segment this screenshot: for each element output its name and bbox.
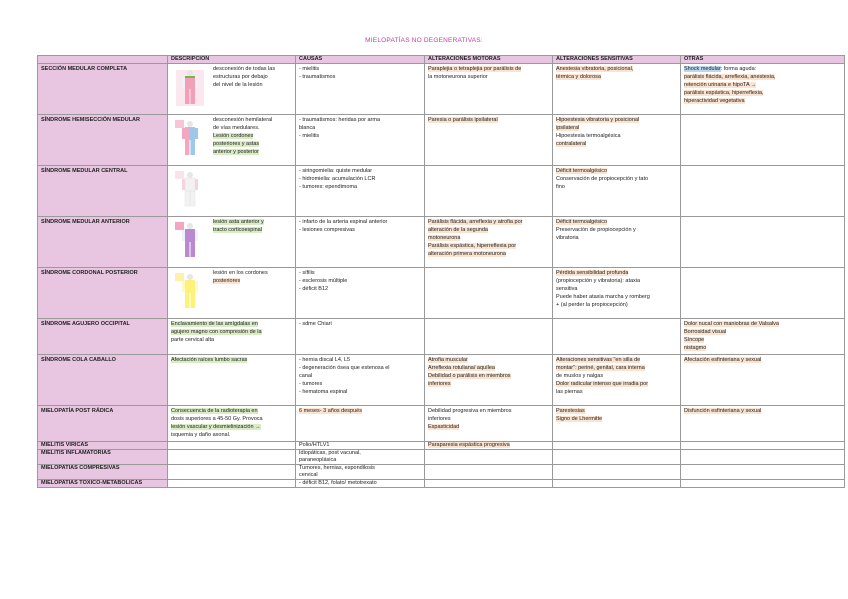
cell-sensitivas: Déficit termoalgésico Conservación de propiocepción y tato fino [553,166,681,217]
row-name: MIELOPATÍAS COMPRESIVAS [38,465,168,480]
cell-motoras: Parálisis flácida, arreflexia y atrofia por alteración de la segunda motoneurona Parálisis espástica, hiperreflexia por alteración primera motoneurona [425,217,553,268]
table-row [38,268,845,319]
body-figure-icon [171,167,209,211]
cell-otras [681,465,845,480]
cell-motoras [425,465,553,480]
cell-sensitivas: Alteraciones sensitivas "en silla de montar": periné, genital, cara interna de muslos y nalgas Dolor radicular intenso que irradia por las piernas [553,355,681,406]
cell-motoras: Paraparesia espástica progresiva [425,442,553,450]
cell-causas: - siringomielia: quiste medular - hidromielia: acumulación LCR - tumores: ependimoma [296,166,425,217]
cell-causas: - sdme Chiari [296,319,425,355]
cell-causas: Idiopáticas, post vacunal, paraneoplásica [296,450,425,465]
row-name: MIELITIS VÍRICAS [38,442,168,450]
cell-sensitivas: Parestesias Signo de Lhermitte [553,406,681,442]
cell-descripcion: lesión asta anterior y tracto corticoespinal [168,217,296,268]
cell-descripcion: lesión en los cordones posteriores [168,268,296,319]
cell-motoras: Atrofia muscular Arreflexia rotuliana/ aquílea Debilidad o parálisis en miembros inferiores [425,355,553,406]
cell-motoras [425,166,553,217]
cell-causas: - infarto de la arteria espinal anterior - lesiones compresivas [296,217,425,268]
cell-otras: Disfunción esfinteriana y sexual [681,406,845,442]
table-row [38,406,845,442]
mielopatias-table [37,55,845,488]
row-name: SÍNDROME HEMISECCIÓN MEDULAR [38,115,168,166]
cell-otras: Shock medular: forma aguda: parálisis flácida, arreflexia, anestesia, retención urinaria e hipoTA → parálisis espástica, hiperreflexia, hiperactividad vegetativa [681,64,845,115]
cell-motoras: Paraplejia o tetraplejia por parálisis de la motoneurona superior [425,64,553,115]
header-sensitivas: ALTERACIONES SENSITIVAS [553,56,681,64]
row-name: MIELOPATÍA POST RÁDICA [38,406,168,442]
body-figure-icon [171,218,209,262]
cell-causas: - hernia discal L4, L5 - degeneración ósea que estenosa el canal - tumores - hematoma espinal [296,355,425,406]
body-figure-icon [171,269,209,313]
header-row [38,56,845,64]
header-motoras: ALTERACIONES MOTORAS [425,56,553,64]
cell-otras [681,480,845,488]
cell-descripcion [168,442,296,450]
body-figure-icon [171,116,209,160]
cell-otras [681,166,845,217]
header-descripcion: DESCRIPCIÓN [168,56,296,64]
cell-motoras [425,319,553,355]
cell-motoras [425,450,553,465]
cell-otras [681,442,845,450]
cell-sensitivas [553,442,681,450]
cell-otras [681,115,845,166]
cell-causas: 6 meses- 3 años después [296,406,425,442]
cell-causas: - déficit B12, folato/ metotrexato [296,480,425,488]
cell-sensitivas [553,450,681,465]
cell-sensitivas: Déficit termoalgésico Preservación de propiocepción y vibratoria [553,217,681,268]
table-row [38,465,845,480]
cell-sensitivas: Hipoestesia vibratoria y posicional ipsilateral Hipoestesia termoalgésica contralateral [553,115,681,166]
row-name: MIELITIS INFLAMATORIAS [38,450,168,465]
table-row [38,450,845,465]
cell-descripcion [168,480,296,488]
cell-causas: - sífilis - esclerosis múltiple - déficit B12 [296,268,425,319]
cell-causas: Tumores, hernias, espondilosis cervical [296,465,425,480]
header-otras: OTRAS [681,56,845,64]
cell-otras: Dolor nucal con maniobras de Valsalva Borrosidad visual Síncope nistagmo [681,319,845,355]
row-name: SÍNDROME CORDONAL POSTERIOR [38,268,168,319]
cell-otras [681,450,845,465]
table-row [38,64,845,115]
cell-sensitivas [553,480,681,488]
cell-descripcion: desconexión de todas las estructuras por debajo del nivel de la lesión [168,64,296,115]
table-row [38,480,845,488]
cell-descripcion [168,465,296,480]
cell-motoras: Paresia o parálisis ipsilateral [425,115,553,166]
cell-otras [681,217,845,268]
cell-causas: - mielitis - traumatismos [296,64,425,115]
cell-descripcion: Enclavamiento de las amígdalas en agujero magno con compresión de la parte cervical alta [168,319,296,355]
table-row [38,166,845,217]
table-row [38,355,845,406]
cell-sensitivas [553,319,681,355]
cell-motoras [425,268,553,319]
header-blank [38,56,168,64]
row-name: SECCIÓN MEDULAR COMPLETA [38,64,168,115]
cell-sensitivas: Anestesia vibratoria, posicional, térmica y dolorosa [553,64,681,115]
cell-descripcion: Consecuencia de la radioterapia en dosis superiores a 45-50 Gy. Provoca lesión vascular y desmielinización → isquemia y daño axonal. [168,406,296,442]
cell-descripcion [168,166,296,217]
cell-motoras: Debilidad progresiva en miembros inferiores Espasticidad [425,406,553,442]
row-name: MIELOPATÍAS TÓXICO-METABÓLICAS [38,480,168,488]
table-row [38,115,845,166]
cell-descripcion: Afectación raíces lumbo sacras [168,355,296,406]
table-row [38,442,845,450]
table-row [38,319,845,355]
cell-sensitivas [553,465,681,480]
page-title: MIELOPATÍAS NO DEGENERATIVAS: [365,37,483,44]
cell-motoras [425,480,553,488]
body-figure-icon [171,65,209,109]
cell-causas: - traumatismos: heridas por arma blanca - mielitis [296,115,425,166]
cell-otras [681,268,845,319]
row-name: SÍNDROME COLA CABALLO [38,355,168,406]
cell-causas: Polio/HTLV1 [296,442,425,450]
table-row [38,217,845,268]
row-name: SÍNDROME MEDULAR CENTRAL [38,166,168,217]
cell-descripcion [168,450,296,465]
cell-sensitivas: Pérdida sensibilidad profunda (propiocepción y vibratoria): ataxia sensitiva Puede haber ataxia marcha y romberg + (al perder la propiocepción) [553,268,681,319]
cell-descripcion: desconexión hemilateral de vías medulares. Lesión cordones posteriores y astas anterior y posterior [168,115,296,166]
row-name: SÍNDROME MEDULAR ANTERIOR [38,217,168,268]
row-name: SÍNDROME AGUJERO OCCIPITAL [38,319,168,355]
header-causas: CAUSAS [296,56,425,64]
cell-otras: Afectación esfinteriana y sexual [681,355,845,406]
